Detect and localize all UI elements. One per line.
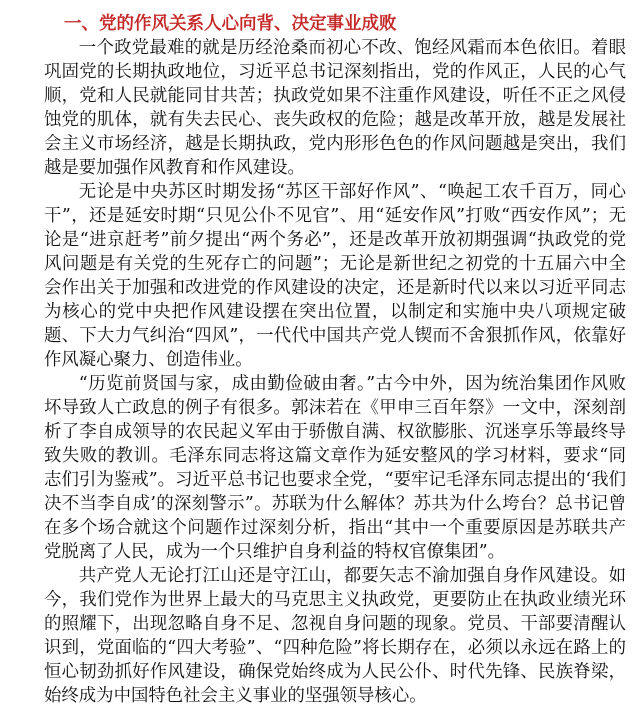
paragraph-2: 无论是中央苏区时期发扬“苏区干部好作风”、“唤起工农千百万，同心干”，还是延安时期“只见公仆不见官”、用“延安作风”打败“西安作风”；无论是“进京赶考”前夕提出“两个务必”，还是改革开放初期强调“执政党的党风问题是有关党的生死存亡的问题”；无论是新世纪之初党的十五届六中全会作出关于加强和改进党的作风建设的决定，还是新时代以来以习近平同志为核心的党中央把作风建设摆在突出位置，以制定和实施中央八项规定破题、下大力气纠治“四风”，一代代中国共产党人锲而不舍狠抓作风，依靠好作风凝心聚力、创造伟业。: [44, 182, 626, 370]
section-heading: 一、党的作风关系人心向背、决定事业成败: [64, 14, 397, 34]
paragraph-3: “历览前贤国与家，成由勤俭破由奢。”古今中外，因为统治集团作风败坏导致人亡政息的例子有很多。郭沫若在《甲申三百年祭》一文中，深刻剖析了李自成领导的农民起义军由于骄傲自满、权欲膨胀、沉迷享乐等最终导致失败的教训。毛泽东同志将这篇文章作为延安整风的学习材料，要求“同志们引为鉴戒”。习近平总书记也要求全党，“要牢记毛泽东同志提出的‘我们决不当李自成’的深刻警示”。苏联为什么解体？苏共为什么垮台？总书记曾在多个场合就这个问题作过深刻分析，指出“其中一个重要原因是苏联共产党脱离了人民，成为一个只维护自身利益的特权官僚集团”。: [44, 374, 626, 562]
paragraph-1: 一个政党最难的就是历经沧桑而初心不改、饱经风霜而本色依旧。着眼巩固党的长期执政地位，习近平总书记深刻指出，党的作风正，人民的心气顺，党和人民就能同甘共苦；执政党如果不注重作风建设，听任不正之风侵蚀党的肌体，就有失去民心、丧失政权的危险；越是改革开放，越是发展社会主义市场经济，越是长期执政，党内形形色色的作风问题越是突出，我们越是要加强作风教育和作风建设。: [44, 38, 626, 178]
paragraph-4: 共产党人无论打江山还是守江山，都要矢志不渝加强自身作风建设。如今，我们党作为世界上最大的马克思主义执政党，更要防止在执政业绩光环的照耀下，出现忽略自身不足、忽视自身问题的现象。党员、干部要清醒认识到，党面临的“四大考验”、“四种危险”将长期存在，必须以永远在路上的恒心韧劲抓好作风建设，确保党始终成为人民公仆、时代先锋、民族脊梁，始终成为中国特色社会主义事业的坚强领导核心。: [44, 566, 626, 706]
